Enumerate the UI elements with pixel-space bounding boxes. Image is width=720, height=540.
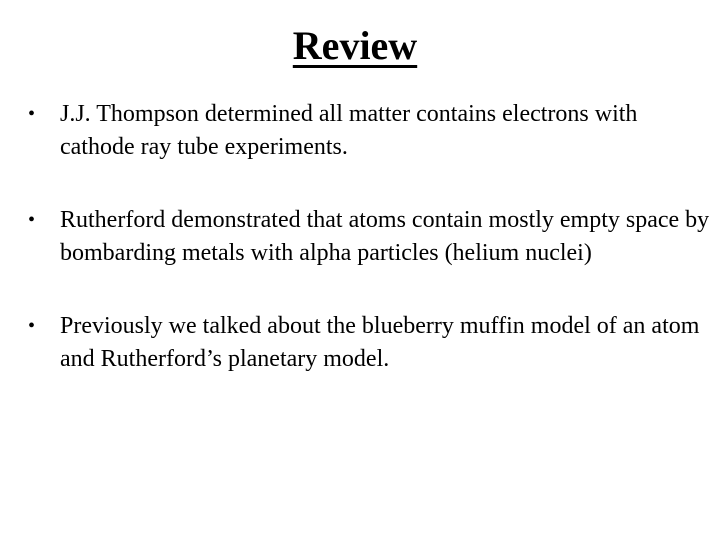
- slide-title: [0, 20, 710, 72]
- bullet-item: [28, 98, 718, 164]
- slide-title-text: Review: [292, 23, 418, 68]
- bullet-marker: •: [28, 315, 36, 337]
- bullet-text: J.J. Thompson determined all matter contains electrons with cathode ray tube experiments.: [60, 101, 638, 160]
- bullet-item: [28, 204, 718, 270]
- bullet-text: Rutherford demonstrated that atoms contain mostly empty space by bombarding metals with alpha particles (helium nuclei): [60, 207, 710, 266]
- bullet-marker: •: [28, 103, 36, 125]
- bullet-marker: •: [28, 209, 36, 231]
- bullet-text: Previously we talked about the blueberry muffin model of an atom and Rutherford’s planetary model.: [60, 313, 700, 372]
- bullet-list: [28, 98, 718, 416]
- bullet-item: [28, 310, 718, 376]
